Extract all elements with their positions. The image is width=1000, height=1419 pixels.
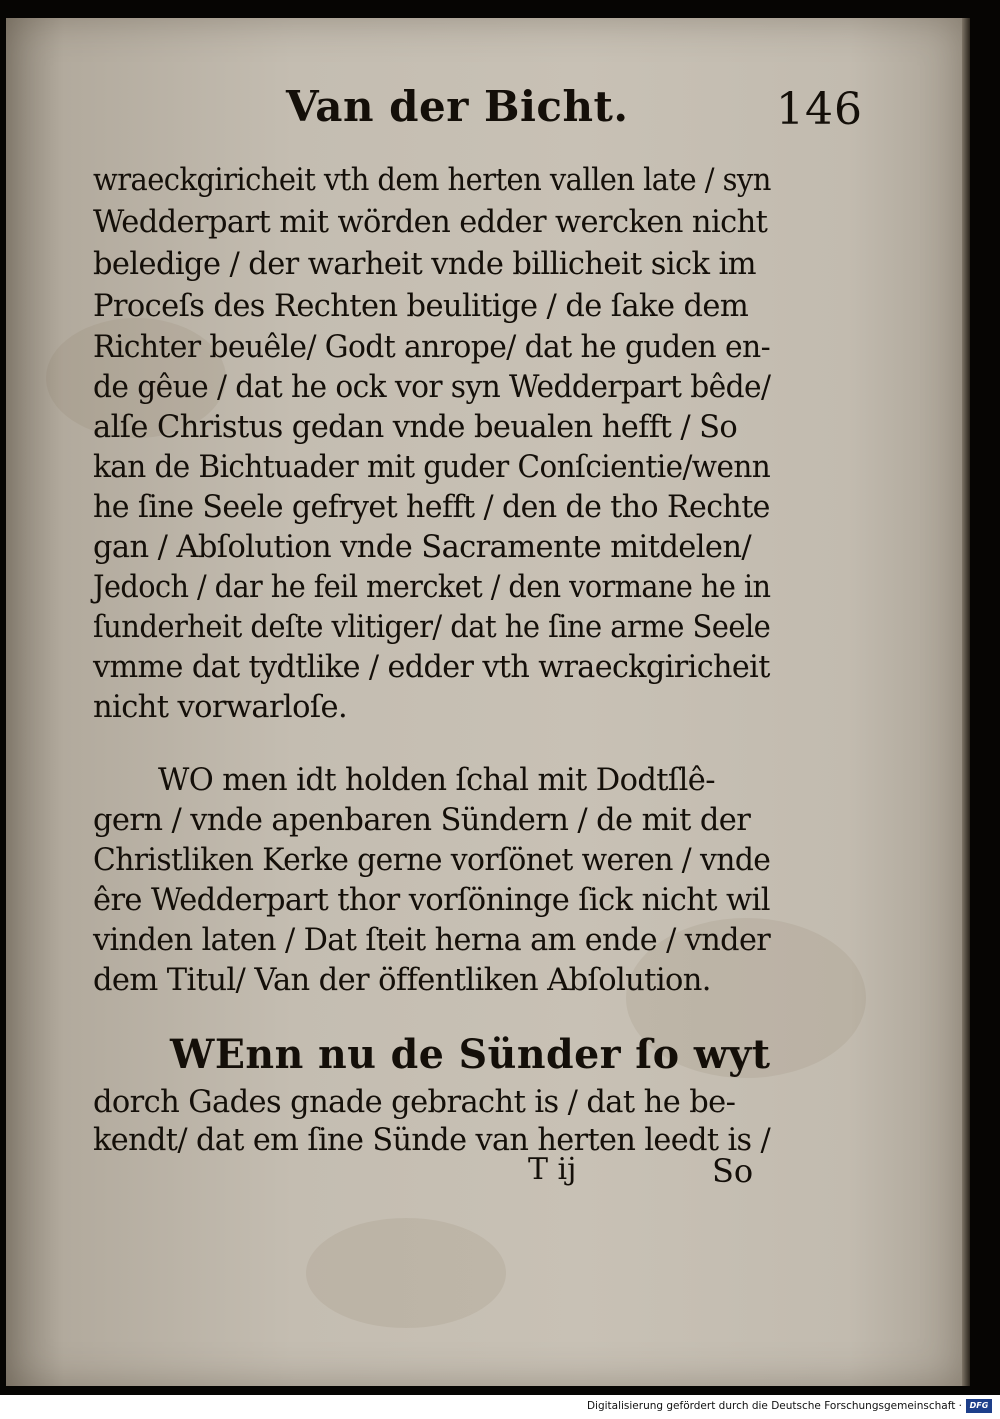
body-line: he ſine Seele gefryet hefft / den de tho Rechte bbox=[93, 490, 770, 525]
footer-bar bbox=[0, 1395, 1000, 1419]
body-line: vmme dat tydtlike / edder vth wraeckgiricheit bbox=[93, 650, 770, 685]
signature-mark: T ij bbox=[528, 1152, 577, 1187]
body-line: Richter beuêle/ Godt anrope/ dat he guden en- bbox=[93, 330, 771, 365]
paragraph-line: dorch Gades gnade gebracht is / dat he be- bbox=[93, 1085, 736, 1120]
body-line: Proceſs des Rechten beulitige / de ſake dem bbox=[93, 289, 749, 324]
paragraph-line: gern / vnde apenbaren Sündern / de mit der bbox=[93, 803, 751, 838]
body-line: beledige / der warheit vnde billicheit sick im bbox=[93, 247, 756, 282]
paragraph-line: WO men idt holden ſchal mit Dodtſlê- bbox=[158, 763, 715, 798]
page-number: 146 bbox=[776, 84, 863, 135]
paper-stain bbox=[306, 1218, 506, 1328]
body-line: ſunderheit deſte vlitiger/ dat he ſine arme Seele bbox=[93, 610, 771, 645]
body-line: kan de Bichtuader mit guder Conſcientie/wenn bbox=[93, 450, 771, 485]
body-line: Jedoch / dar he feil mercket / den vormane he in bbox=[93, 570, 771, 605]
body-line: de gêue / dat he ock vor syn Wedderpart bêde/ bbox=[93, 370, 771, 405]
catchword: So bbox=[712, 1152, 754, 1190]
paragraph-line: kendt/ dat em ſine Sünde van herten leedt is / bbox=[93, 1123, 771, 1158]
body-line: wraeckgiricheit vth dem herten vallen late / syn bbox=[93, 163, 771, 198]
paragraph-line: êre Wedderpart thor vorſöninge ſick nicht wil bbox=[93, 883, 770, 918]
paragraph-line: vinden laten / Dat ſteit herna am ende / vnder bbox=[93, 923, 771, 958]
paragraph-line: dem Titul/ Van der öffentliken Abſolution. bbox=[93, 963, 711, 998]
body-line: Wedderpart mit wörden edder wercken nicht bbox=[93, 205, 768, 240]
funding-credit: Digitalisierung gefördert durch die Deutsche Forschungsgemeinschaft · bbox=[586, 1400, 962, 1412]
body-line: gan / Abſolution vnde Sacramente mitdelen/ bbox=[93, 530, 752, 565]
paragraph-opening: WEnn nu de Sünder ſo wyt bbox=[170, 1031, 771, 1078]
body-line: nicht vorwarloſe. bbox=[93, 690, 348, 725]
body-line: alſe Christus gedan vnde beualen hefft / So bbox=[93, 410, 738, 445]
running-head: Van der Bicht. bbox=[286, 82, 629, 131]
page-edge bbox=[962, 18, 970, 1386]
paragraph-line: Christliken Kerke gerne vorſönet weren / vnde bbox=[93, 843, 771, 878]
dfg-logo: DFG bbox=[966, 1399, 992, 1413]
